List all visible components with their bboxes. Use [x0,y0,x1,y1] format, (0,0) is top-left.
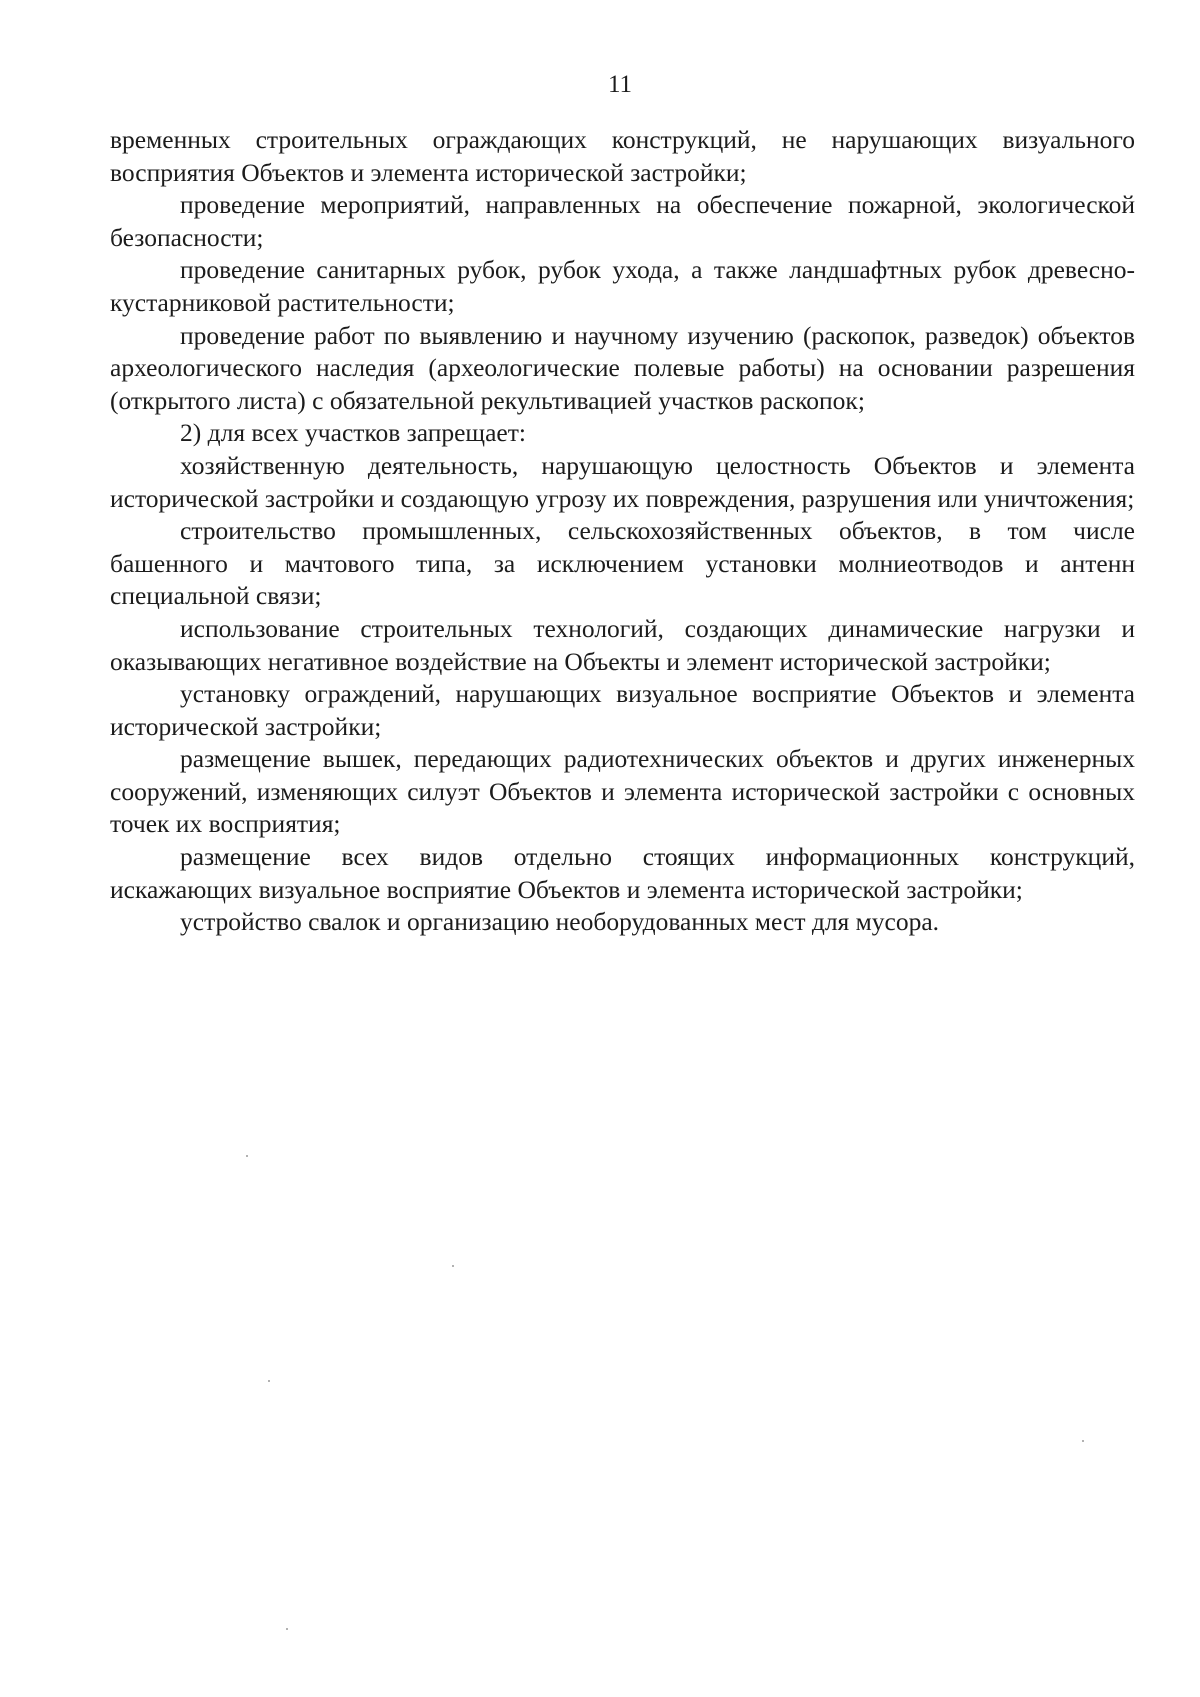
document-body [110,124,1135,939]
scan-speck [268,1380,270,1382]
paragraph-dumps: устройство свалок и организацию необорудованных мест для мусора. [180,907,940,937]
paragraph-continuation: временных строительных ограждающих конструкций, не нарушающих визуального восприятия Объектов и элемента исторической застройки; [110,125,1135,187]
paragraph-economic-activity: хозяйственную деятельность, нарушающую целостность Объектов и элемента исторической застройки и создающую угрозу их повреждения, разрушения или уничтожения; [110,450,1135,513]
paragraph-archaeological-works: проведение работ по выявлению и научному изучению (раскопок, разведок) объектов археологического наследия (археологические полевые работы) на основании разрешения (открытого листа) с обязательной рекультивацией участков раскопок; [110,320,1135,415]
paragraph-fences: установку ограждений, нарушающих визуальное восприятие Объектов и элемента исторической застройки; [110,679,1135,741]
scan-speck [246,1155,248,1157]
paragraph-industrial-construction: строительство промышленных, сельскохозяйственных объектов, в том числе башенного и мачтового типа, за исключением установки молниеотводов и антенн специальной связи; [110,516,1135,611]
page-number: 11 [607,71,633,98]
paragraph-towers: размещение вышек, передающих радиотехнических объектов и других инженерных сооружений, изменяющих силуэт Объектов и элемента исторической застройки с основных точек их восприятия; [110,744,1135,839]
paragraph-construction-technologies: использование строительных технологий, создающих динамические нагрузки и оказывающих негативное воздействие на Объекты и элемент исторической застройки; [110,613,1135,676]
paragraph-information-structures: размещение всех видов отдельно стоящих информационных конструкций, искажающих визуальное восприятие Объектов и элемента исторической застройки; [110,842,1135,904]
paragraph-fire-safety: проведение мероприятий, направленных на обеспечение пожарной, экологической безопасности; [110,190,1135,252]
scan-speck [1082,1440,1084,1442]
paragraph-prohibitions-heading: 2) для всех участков запрещает: [180,418,526,448]
scan-speck [452,1265,454,1267]
paragraph-sanitary-felling: проведение санитарных рубок, рубок ухода, а также ландшафтных рубок древесно-кустарниковой растительности; [110,255,1135,317]
scan-speck [286,1628,288,1630]
